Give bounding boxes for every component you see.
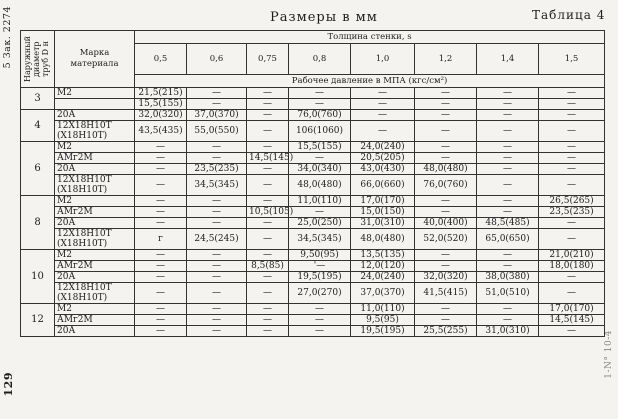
pressure-cell: — xyxy=(539,99,605,110)
pressure-cell: 8,5(85) xyxy=(247,261,289,272)
pressure-cell: — xyxy=(247,272,289,283)
diameter-cell: 12 xyxy=(21,304,55,337)
pressure-cell: — xyxy=(539,283,605,304)
table-row xyxy=(21,153,605,164)
material-cell: М2 xyxy=(55,196,135,207)
table-row xyxy=(21,283,605,304)
pressure-cell: — xyxy=(415,315,477,326)
material-cell: 12Х18Н10Т (Х18Н10Т) xyxy=(55,283,135,304)
diameter-cell: 3 xyxy=(21,88,55,110)
pressure-cell: 43,0(430) xyxy=(351,164,415,175)
pressure-cell: — xyxy=(135,142,187,153)
pressure-cell: — xyxy=(135,272,187,283)
pressure-cell: 37,0(370) xyxy=(351,283,415,304)
pressure-cell: 14,5(145) xyxy=(247,153,289,164)
table-row xyxy=(21,110,605,121)
pressure-cell: — xyxy=(247,121,289,142)
table-body xyxy=(21,88,605,337)
pressure-cell: — xyxy=(247,142,289,153)
pressure-cell: — xyxy=(187,304,247,315)
pressure-cell: — xyxy=(539,229,605,250)
pressure-cell: г xyxy=(135,229,187,250)
pressure-cell: — xyxy=(135,250,187,261)
material-cell: М2 xyxy=(55,250,135,261)
pressure-cell: — xyxy=(247,175,289,196)
pressure-cell: — xyxy=(187,250,247,261)
pressure-cell: 23,5(235) xyxy=(187,164,247,175)
pressure-cell: — xyxy=(247,110,289,121)
pressure-cell: — xyxy=(135,196,187,207)
pressure-cell: — xyxy=(247,315,289,326)
thickness-header: 0,6 xyxy=(187,44,247,75)
pressure-cell: 51,0(510) xyxy=(477,283,539,304)
table-row xyxy=(21,121,605,142)
pressure-cell: — xyxy=(477,164,539,175)
pressure-cell: — xyxy=(187,207,247,218)
pressure-cell: 40,0(400) xyxy=(415,218,477,229)
pressure-cell: — xyxy=(415,88,477,99)
pressure-cell: 15,5(155) xyxy=(289,142,351,153)
pressure-cell: — xyxy=(247,99,289,110)
pressure-cell: 32,0(320) xyxy=(135,110,187,121)
table-row xyxy=(21,315,605,326)
table-row xyxy=(21,99,605,110)
pressure-cell: — xyxy=(415,153,477,164)
pressure-cell: — xyxy=(135,326,187,337)
pressure-cell: 9,50(95) xyxy=(289,250,351,261)
pressure-cell: 14,5(145) xyxy=(539,315,605,326)
pressure-cell: 32,0(320) xyxy=(415,272,477,283)
pressure-cell: 21,5(215) xyxy=(135,88,187,99)
table-row xyxy=(21,164,605,175)
material-cell: 12Х18Н10Т (Х18Н10Т) xyxy=(55,175,135,196)
pressure-cell: 31,0(310) xyxy=(351,218,415,229)
pressure-cell: — xyxy=(289,315,351,326)
pressure-cell: — xyxy=(539,153,605,164)
pressure-cell: 52,0(520) xyxy=(415,229,477,250)
pressure-cell: 41,5(415) xyxy=(415,283,477,304)
pressure-cell: 19,5(195) xyxy=(351,326,415,337)
pressure-cell: — xyxy=(477,99,539,110)
pressure-cell: — xyxy=(187,153,247,164)
page-number: 129 xyxy=(2,372,15,397)
page-bleed-text: 1-N° 10-4 xyxy=(604,330,614,379)
pressure-cell: — xyxy=(135,164,187,175)
page-side-label: 5 Зак. 2274 xyxy=(2,6,13,69)
diameter-cell: 6 xyxy=(21,142,55,196)
pressure-cell: — xyxy=(477,196,539,207)
pressure-cell: — xyxy=(247,196,289,207)
pressure-cell: — xyxy=(415,196,477,207)
pressure-cell: — xyxy=(477,261,539,272)
pressure-cell: — xyxy=(135,315,187,326)
pressure-cell: — xyxy=(539,110,605,121)
table-row xyxy=(21,326,605,337)
pressure-header: Рабочее давление в МПА (кгс/см²) xyxy=(135,74,605,87)
pressure-cell: 38,0(380) xyxy=(477,272,539,283)
pressure-cell: 76,0(760) xyxy=(289,110,351,121)
pressure-cell: 48,0(480) xyxy=(415,164,477,175)
pressure-cell: — xyxy=(187,196,247,207)
pressure-cell: 55,0(550) xyxy=(187,121,247,142)
pressure-cell: — xyxy=(247,283,289,304)
thickness-header: 0,8 xyxy=(289,44,351,75)
pressure-cell: 48,0(480) xyxy=(289,175,351,196)
pressure-cell: — xyxy=(187,315,247,326)
pressure-cell: — xyxy=(477,250,539,261)
table-row xyxy=(21,272,605,283)
pressure-cell: 19,5(195) xyxy=(289,272,351,283)
pressure-cell: — xyxy=(477,142,539,153)
pressure-cell: 11,0(110) xyxy=(351,304,415,315)
pressure-cell: — xyxy=(247,218,289,229)
pressure-cell: 34,5(345) xyxy=(187,175,247,196)
pressure-cell: 76,0(760) xyxy=(415,175,477,196)
pressure-cell: — xyxy=(351,121,415,142)
diameter-cell: 8 xyxy=(21,196,55,250)
pressure-cell: 18,0(180) xyxy=(539,261,605,272)
pressure-cell: — xyxy=(247,229,289,250)
pressure-cell: 27,0(270) xyxy=(289,283,351,304)
pressure-cell: — xyxy=(289,207,351,218)
material-cell: АМг2М xyxy=(55,261,135,272)
pressure-cell: 34,5(345) xyxy=(289,229,351,250)
pressure-cell: — xyxy=(415,304,477,315)
pressure-cell: 65,0(650) xyxy=(477,229,539,250)
pressure-cell: — xyxy=(539,88,605,99)
pressure-cell: — xyxy=(247,88,289,99)
pressure-cell: — xyxy=(539,175,605,196)
material-cell: 20А xyxy=(55,218,135,229)
pressure-cell: — xyxy=(187,272,247,283)
pressure-cell: 43,5(435) xyxy=(135,121,187,142)
pressure-cell: 13,5(135) xyxy=(351,250,415,261)
pressure-cell: — xyxy=(415,99,477,110)
pressure-cell: — xyxy=(477,153,539,164)
pressure-cell: — xyxy=(135,207,187,218)
wall-thickness-header: Толщина стенки, s xyxy=(135,31,605,44)
table-row xyxy=(21,88,605,99)
pressure-cell: — xyxy=(539,272,605,283)
pressure-cell: — xyxy=(289,99,351,110)
material-cell: 20А xyxy=(55,272,135,283)
pressure-cell: 106(1060) xyxy=(289,121,351,142)
pressure-cell: — xyxy=(477,121,539,142)
thickness-header: 1,4 xyxy=(477,44,539,75)
table-number: Таблица 4 xyxy=(532,8,606,22)
pressure-cell: — xyxy=(477,88,539,99)
thickness-header: 0,5 xyxy=(135,44,187,75)
pressure-cell: 17,0(170) xyxy=(351,196,415,207)
pressure-cell: 25,5(255) xyxy=(415,326,477,337)
pressure-cell: — xyxy=(247,250,289,261)
pressure-cell: 21,0(210) xyxy=(539,250,605,261)
thickness-header: 0,75 xyxy=(247,44,289,75)
table-row xyxy=(21,250,605,261)
pressure-cell: 31,0(310) xyxy=(477,326,539,337)
pressure-cell: — xyxy=(477,175,539,196)
pressure-cell: — xyxy=(187,326,247,337)
pressure-cell: 10,5(105) xyxy=(247,207,289,218)
material-cell: М2 xyxy=(55,142,135,153)
pressure-cell: — xyxy=(415,207,477,218)
pressure-cell: — xyxy=(135,218,187,229)
thickness-header: 1,0 xyxy=(351,44,415,75)
pressure-cell: — xyxy=(135,261,187,272)
table-row xyxy=(21,142,605,153)
pressure-cell: — xyxy=(187,283,247,304)
pressure-cell: '— xyxy=(289,261,351,272)
material-cell xyxy=(55,99,135,110)
pressure-cell: — xyxy=(415,261,477,272)
pressure-cell: — xyxy=(135,153,187,164)
pressure-cell: 37,0(370) xyxy=(187,110,247,121)
pressure-cell: — xyxy=(289,153,351,164)
pressure-cell: — xyxy=(539,218,605,229)
diameter-header: Наружный диаметр труб D н xyxy=(21,31,55,88)
pressure-cell: 48,0(480) xyxy=(351,229,415,250)
material-cell: 12Х18Н10Т (Х18Н10Т) xyxy=(55,229,135,250)
pressure-cell: — xyxy=(247,326,289,337)
material-cell: АМг2М xyxy=(55,207,135,218)
material-cell: 20А xyxy=(55,326,135,337)
table-row xyxy=(21,196,605,207)
table-row xyxy=(21,304,605,315)
pressure-cell: — xyxy=(187,261,247,272)
pressure-cell: 66,0(660) xyxy=(351,175,415,196)
table-row xyxy=(21,218,605,229)
pressure-cell: 48,5(485) xyxy=(477,218,539,229)
pressure-cell: 25,0(250) xyxy=(289,218,351,229)
pressure-cell: — xyxy=(539,164,605,175)
pressure-cell: — xyxy=(351,110,415,121)
thickness-header: 1,5 xyxy=(539,44,605,75)
pressure-cell: — xyxy=(539,142,605,153)
pressure-cell: — xyxy=(187,218,247,229)
diameter-cell: 4 xyxy=(21,110,55,142)
pressure-cell: — xyxy=(135,283,187,304)
table-row xyxy=(21,261,605,272)
pressure-cell: — xyxy=(477,110,539,121)
pressure-cell: 24,5(245) xyxy=(187,229,247,250)
pressure-cell: — xyxy=(539,121,605,142)
pressure-cell: — xyxy=(351,88,415,99)
pressure-cell: — xyxy=(289,88,351,99)
table-row xyxy=(21,207,605,218)
pressure-cell: 15,0(150) xyxy=(351,207,415,218)
pressure-cell: — xyxy=(187,88,247,99)
pressure-cell: — xyxy=(539,326,605,337)
pressure-cell: 15,5(155) xyxy=(135,99,187,110)
pressure-cell: — xyxy=(289,304,351,315)
pressure-table xyxy=(20,30,605,337)
pressure-cell: — xyxy=(187,99,247,110)
table-row xyxy=(21,175,605,196)
pressure-cell: 17,0(170) xyxy=(539,304,605,315)
pressure-cell: — xyxy=(415,121,477,142)
material-cell: М2 xyxy=(55,88,135,99)
table-caption: Размеры в мм xyxy=(270,10,378,25)
pressure-cell: — xyxy=(351,99,415,110)
material-cell: 20А xyxy=(55,110,135,121)
material-header: Марка материала xyxy=(55,31,135,88)
pressure-cell: — xyxy=(415,110,477,121)
thickness-header: 1,2 xyxy=(415,44,477,75)
pressure-cell: — xyxy=(415,142,477,153)
pressure-cell: 24,0(240) xyxy=(351,272,415,283)
pressure-cell: 11,0(110) xyxy=(289,196,351,207)
diameter-cell: 10 xyxy=(21,250,55,304)
material-cell: 20А xyxy=(55,164,135,175)
pressure-cell: — xyxy=(477,207,539,218)
material-cell: М2 xyxy=(55,304,135,315)
pressure-cell: 26,5(265) xyxy=(539,196,605,207)
pressure-cell: — xyxy=(289,326,351,337)
pressure-cell: 12,0(120) xyxy=(351,261,415,272)
pressure-cell: — xyxy=(135,175,187,196)
pressure-cell: — xyxy=(247,164,289,175)
pressure-cell: — xyxy=(247,304,289,315)
pressure-cell: 24,0(240) xyxy=(351,142,415,153)
pressure-cell: 20,5(205) xyxy=(351,153,415,164)
pressure-cell: — xyxy=(477,304,539,315)
pressure-cell: — xyxy=(187,142,247,153)
pressure-cell: 23,5(235) xyxy=(539,207,605,218)
material-cell: АМг2М xyxy=(55,315,135,326)
pressure-cell: — xyxy=(135,304,187,315)
pressure-cell: — xyxy=(477,315,539,326)
pressure-cell: — xyxy=(415,250,477,261)
material-cell: 12Х18Н10Т (Х18Н10Т) xyxy=(55,121,135,142)
pressure-cell: 34,0(340) xyxy=(289,164,351,175)
material-cell: АМг2М xyxy=(55,153,135,164)
table-row xyxy=(21,229,605,250)
pressure-cell: 9,5(95) xyxy=(351,315,415,326)
